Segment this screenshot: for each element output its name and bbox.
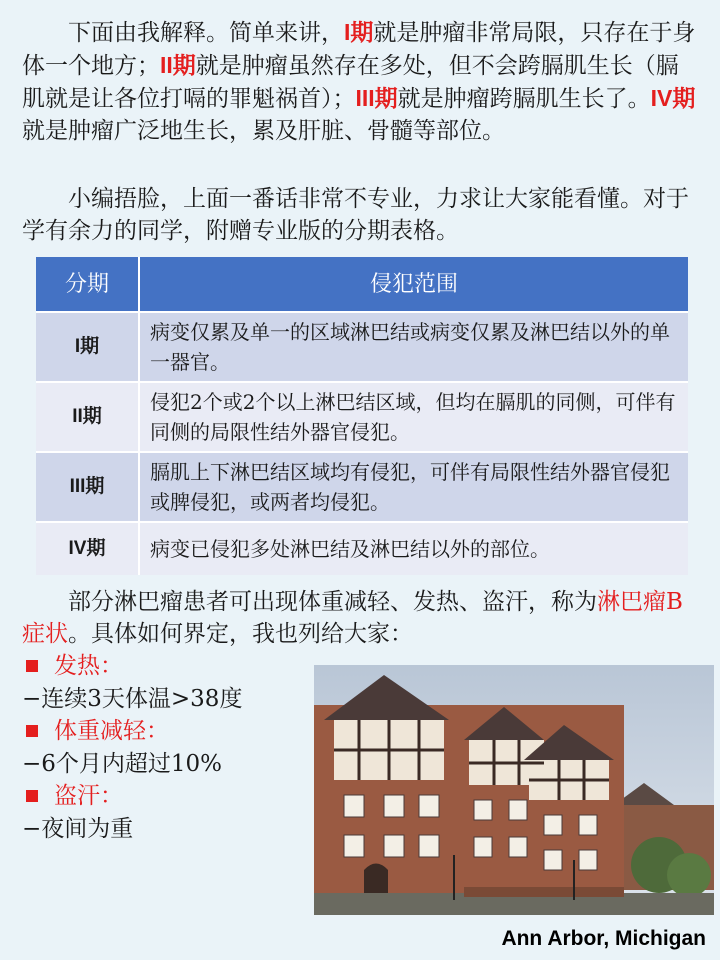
extent-cell: 侵犯2个或2个以上淋巴结区域，但均在膈肌的同侧，可伴有同侧的局限性结外器官侵犯。 xyxy=(140,381,688,451)
stage-4-highlight: IV期 xyxy=(650,85,696,111)
square-bullet-icon xyxy=(26,790,38,802)
extent-cell: 膈肌上下淋巴结区域均有侵犯，可伴有局限性结外器官侵犯或脾侵犯，或两者均侵犯。 xyxy=(140,451,688,521)
b-symptoms-highlight: 淋巴瘤B症状 xyxy=(22,589,683,647)
stage-cell: II期 xyxy=(36,381,140,451)
table-row xyxy=(36,521,688,575)
list-item-detail: −连续3天体温>38度 xyxy=(22,685,243,712)
table-row xyxy=(36,311,688,381)
table-row xyxy=(36,451,688,521)
list-item: 盗汗： xyxy=(22,780,312,813)
header-extent: 侵犯范围 xyxy=(140,257,688,311)
stage-1-highlight: I期 xyxy=(344,19,374,45)
stage-cell: III期 xyxy=(36,451,140,521)
list-item-detail: −夜间为重 xyxy=(22,815,134,842)
table-row xyxy=(36,381,688,451)
list-item: 发热： xyxy=(22,650,312,683)
building-photo xyxy=(314,665,714,915)
extent-cell: 病变仅累及单一的区域淋巴结或病变仅累及淋巴结以外的单一器官。 xyxy=(140,311,688,381)
staging-table xyxy=(36,257,688,575)
stage-3-highlight: III期 xyxy=(355,85,398,111)
symptom-list xyxy=(22,650,312,845)
stage-cell: I期 xyxy=(36,311,140,381)
photo-caption: Ann Arbor, Michigan xyxy=(501,927,706,950)
square-bullet-icon xyxy=(26,660,38,672)
b-symptoms-paragraph: 部分淋巴瘤患者可出现体重减轻、发热、盗汗，称为淋巴瘤B症状。具体如何界定，我也列给大家： xyxy=(22,589,683,647)
square-bullet-icon xyxy=(26,725,38,737)
list-item-detail: −6个月内超过10% xyxy=(22,750,223,777)
note-paragraph: 小编捂脸，上面一番话非常不专业，力求让大家能看懂。对于学有余力的同学，附赠专业版的分期表格。 xyxy=(22,186,689,244)
stage-2-highlight: II期 xyxy=(160,52,196,78)
stage-cell: IV期 xyxy=(36,521,140,575)
list-item: 体重减轻： xyxy=(22,715,312,748)
extent-cell: 病变已侵犯多处淋巴结及淋巴结以外的部位。 xyxy=(140,521,688,575)
intro-paragraph: 下面由我解释。简单来讲，I期就是肿瘤非常局限，只存在于身体一个地方；II期就是肿瘤虽然存在多处，但不会跨膈肌生长（膈肌就是让各位打嗝的罪魁祸首）；III期就是肿瘤跨膈肌生长了。IV期就是肿瘤广泛地生长，累及肝脏、骨髓等部位。 xyxy=(22,19,696,144)
header-stage: 分期 xyxy=(36,257,140,311)
